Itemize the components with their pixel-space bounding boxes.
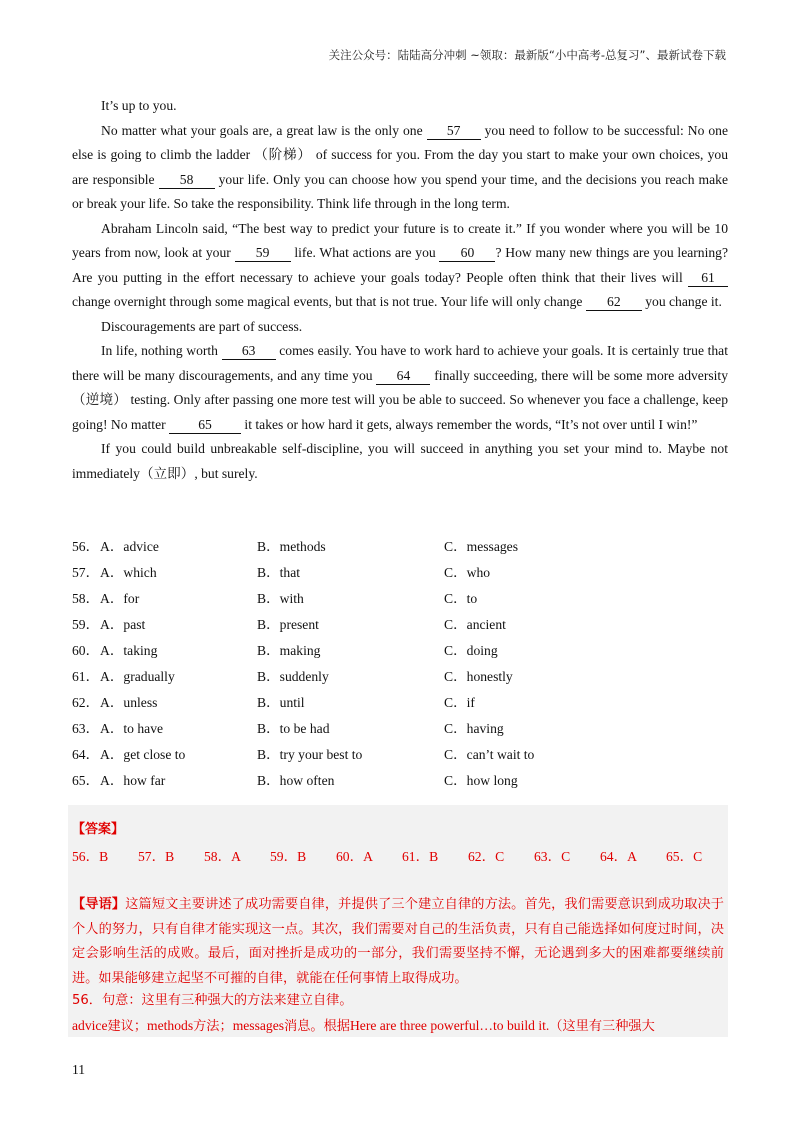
blank-65: 65 [169, 417, 241, 434]
option-a: A．get close to [100, 747, 186, 762]
answer-item: 64．A [600, 849, 638, 864]
option-c: C．how long [444, 773, 518, 788]
option-b: B．present [257, 617, 319, 632]
question-number: 59． [72, 617, 100, 632]
blank-64: 64 [376, 368, 430, 385]
passage-paragraph-4: Discouragements are part of success. [101, 318, 303, 334]
passage [72, 94, 728, 486]
answer-item: 56．B [72, 849, 109, 864]
blank-57: 57 [427, 123, 481, 140]
option-a: A．past [100, 617, 146, 632]
blank-63: 63 [222, 343, 276, 360]
option-c: C．messages [444, 539, 519, 554]
answer-item: 57．B [138, 849, 175, 864]
option-c: C．ancient [444, 617, 506, 632]
option-a: A．unless [100, 695, 158, 710]
page-header: 关注公众号：陆陆高分冲刺 ~领取：最新版“小中高考-总复习”、最新试卷下载 [328, 48, 726, 62]
option-b: B．that [257, 565, 301, 580]
option-row [72, 666, 732, 692]
option-row [72, 718, 732, 744]
answer-item: 60．A [336, 849, 374, 864]
option-b: B．to be had [257, 721, 330, 736]
answer-item: 58．A [204, 849, 242, 864]
answer-item: 61．B [402, 849, 439, 864]
question-number: 61． [72, 669, 100, 684]
question-number: 63． [72, 721, 100, 736]
option-b: B．how often [257, 773, 335, 788]
passage-paragraph-1: It’s up to you. [101, 98, 177, 113]
answer-item: 65．C [666, 849, 703, 864]
option-c: C．having [444, 721, 504, 736]
option-row [72, 640, 732, 666]
option-a: A．gradually [100, 669, 175, 684]
guide-paragraph [72, 893, 724, 991]
option-b: B．until [257, 695, 305, 710]
blank-61: 61 [688, 270, 728, 287]
option-c: C．to [444, 591, 478, 606]
question-number: 60． [72, 643, 100, 658]
blank-59: 59 [235, 245, 291, 262]
options-list [72, 536, 732, 796]
option-a: A．taking [100, 643, 158, 658]
question-number: 56． [72, 539, 100, 554]
answer-list [72, 845, 732, 867]
passage-paragraph-3: Abraham Lincoln said, “The best way to predict your future is to create it.” If you wonder where you will be 10 years from now, look at your 59 life. What actions are you 60 ? How many new things are you learning? Are you putting in the effort necessary to achieve your goals today? People often think that their lives will 61 change overnight through some magical events, but that is not true. Your life will only change 62 you change it. [72, 220, 728, 309]
option-c: C．honestly [444, 669, 513, 684]
answer-item: 63．C [534, 849, 571, 864]
option-b: B．with [257, 591, 304, 606]
blank-60: 60 [439, 245, 495, 262]
answer-item: 59．B [270, 849, 307, 864]
option-b: B．suddenly [257, 669, 329, 684]
option-row [72, 744, 732, 770]
question-number: 65． [72, 773, 100, 788]
option-row [72, 536, 732, 562]
passage-paragraph-2: No matter what your goals are, a great law is the only one 57 you need to follow to be successful: No one else is going to climb the ladder （阶梯） of success for you. From the day you start to make your own choices, you are responsible 58 your life. Only you can choose how you spend your time, and the decisions you reach make or break your life. So take the responsibility. Think life through in the long term. [72, 122, 728, 211]
option-a: A．to have [100, 721, 164, 736]
question-number: 58． [72, 591, 100, 606]
option-c: C．doing [444, 643, 498, 658]
question-number: 62． [72, 695, 100, 710]
answer-title: 【答案】 [72, 822, 125, 837]
answer-item: 62．C [468, 849, 505, 864]
q56-explanation: advice建议；methods方法；messages消息。根据Here are three powerful…to build it.（这里有三种强大 [72, 1018, 655, 1034]
option-row [72, 770, 732, 796]
guide-tag: 【导语】 [72, 897, 126, 912]
option-row [72, 614, 732, 640]
option-b: B．making [257, 643, 321, 658]
q56-title: 56．句意：这里有三种强大的方法来建立自律。 [72, 993, 353, 1008]
option-c: C．if [444, 695, 475, 710]
page-number: 11 [72, 1062, 86, 1077]
option-a: A．for [100, 591, 140, 606]
blank-58: 58 [159, 172, 215, 189]
question-number: 64． [72, 747, 100, 762]
option-b: B．try your best to [257, 747, 363, 762]
option-row [72, 692, 732, 718]
passage-paragraph-6: If you could build unbreakable self-discipline, you will succeed in anything you set your mind to. Maybe not immediately（立即）, but surely. [72, 441, 728, 481]
question-number: 57． [72, 565, 100, 580]
guide-text: 这篇短文主要讲述了成功需要自律，并提供了三个建立自律的方法。首先，我们需要意识到成功取决于个人的努力，只有自律才能实现这一点。其次，我们需要对自己的生活负责，只有自己能选择如何度过时间，决定会影响生活的成败。最后，面对挫折是成功的一部分，我们需要坚持不懈，无论遇到多大的困难都要继续前进。如果能够建立起坚不可摧的自律，就能在任何事情上取得成功。 [72, 897, 724, 986]
option-b: B．methods [257, 539, 326, 554]
option-c: C．who [444, 565, 491, 580]
passage-paragraph-5: In life, nothing worth 63 comes easily. You have to work hard to achieve your goals. It is certainly true that there will be many discouragements, and any time you 64 finally succeeding, there will be some more adversity（逆境） testing. Only after passing one more test will you be able to succeed. So whenever you face a challenge, keep going! No matter 65 it takes or how hard it gets, always remember the words, “It’s not over until I win!” [72, 343, 728, 432]
option-row [72, 562, 732, 588]
option-c: C．can’t wait to [444, 747, 535, 762]
option-a: A．advice [100, 539, 159, 554]
blank-62: 62 [586, 294, 642, 311]
option-a: A．which [100, 565, 157, 580]
answer-section [68, 805, 728, 1037]
option-a: A．how far [100, 773, 166, 788]
option-row [72, 588, 732, 614]
